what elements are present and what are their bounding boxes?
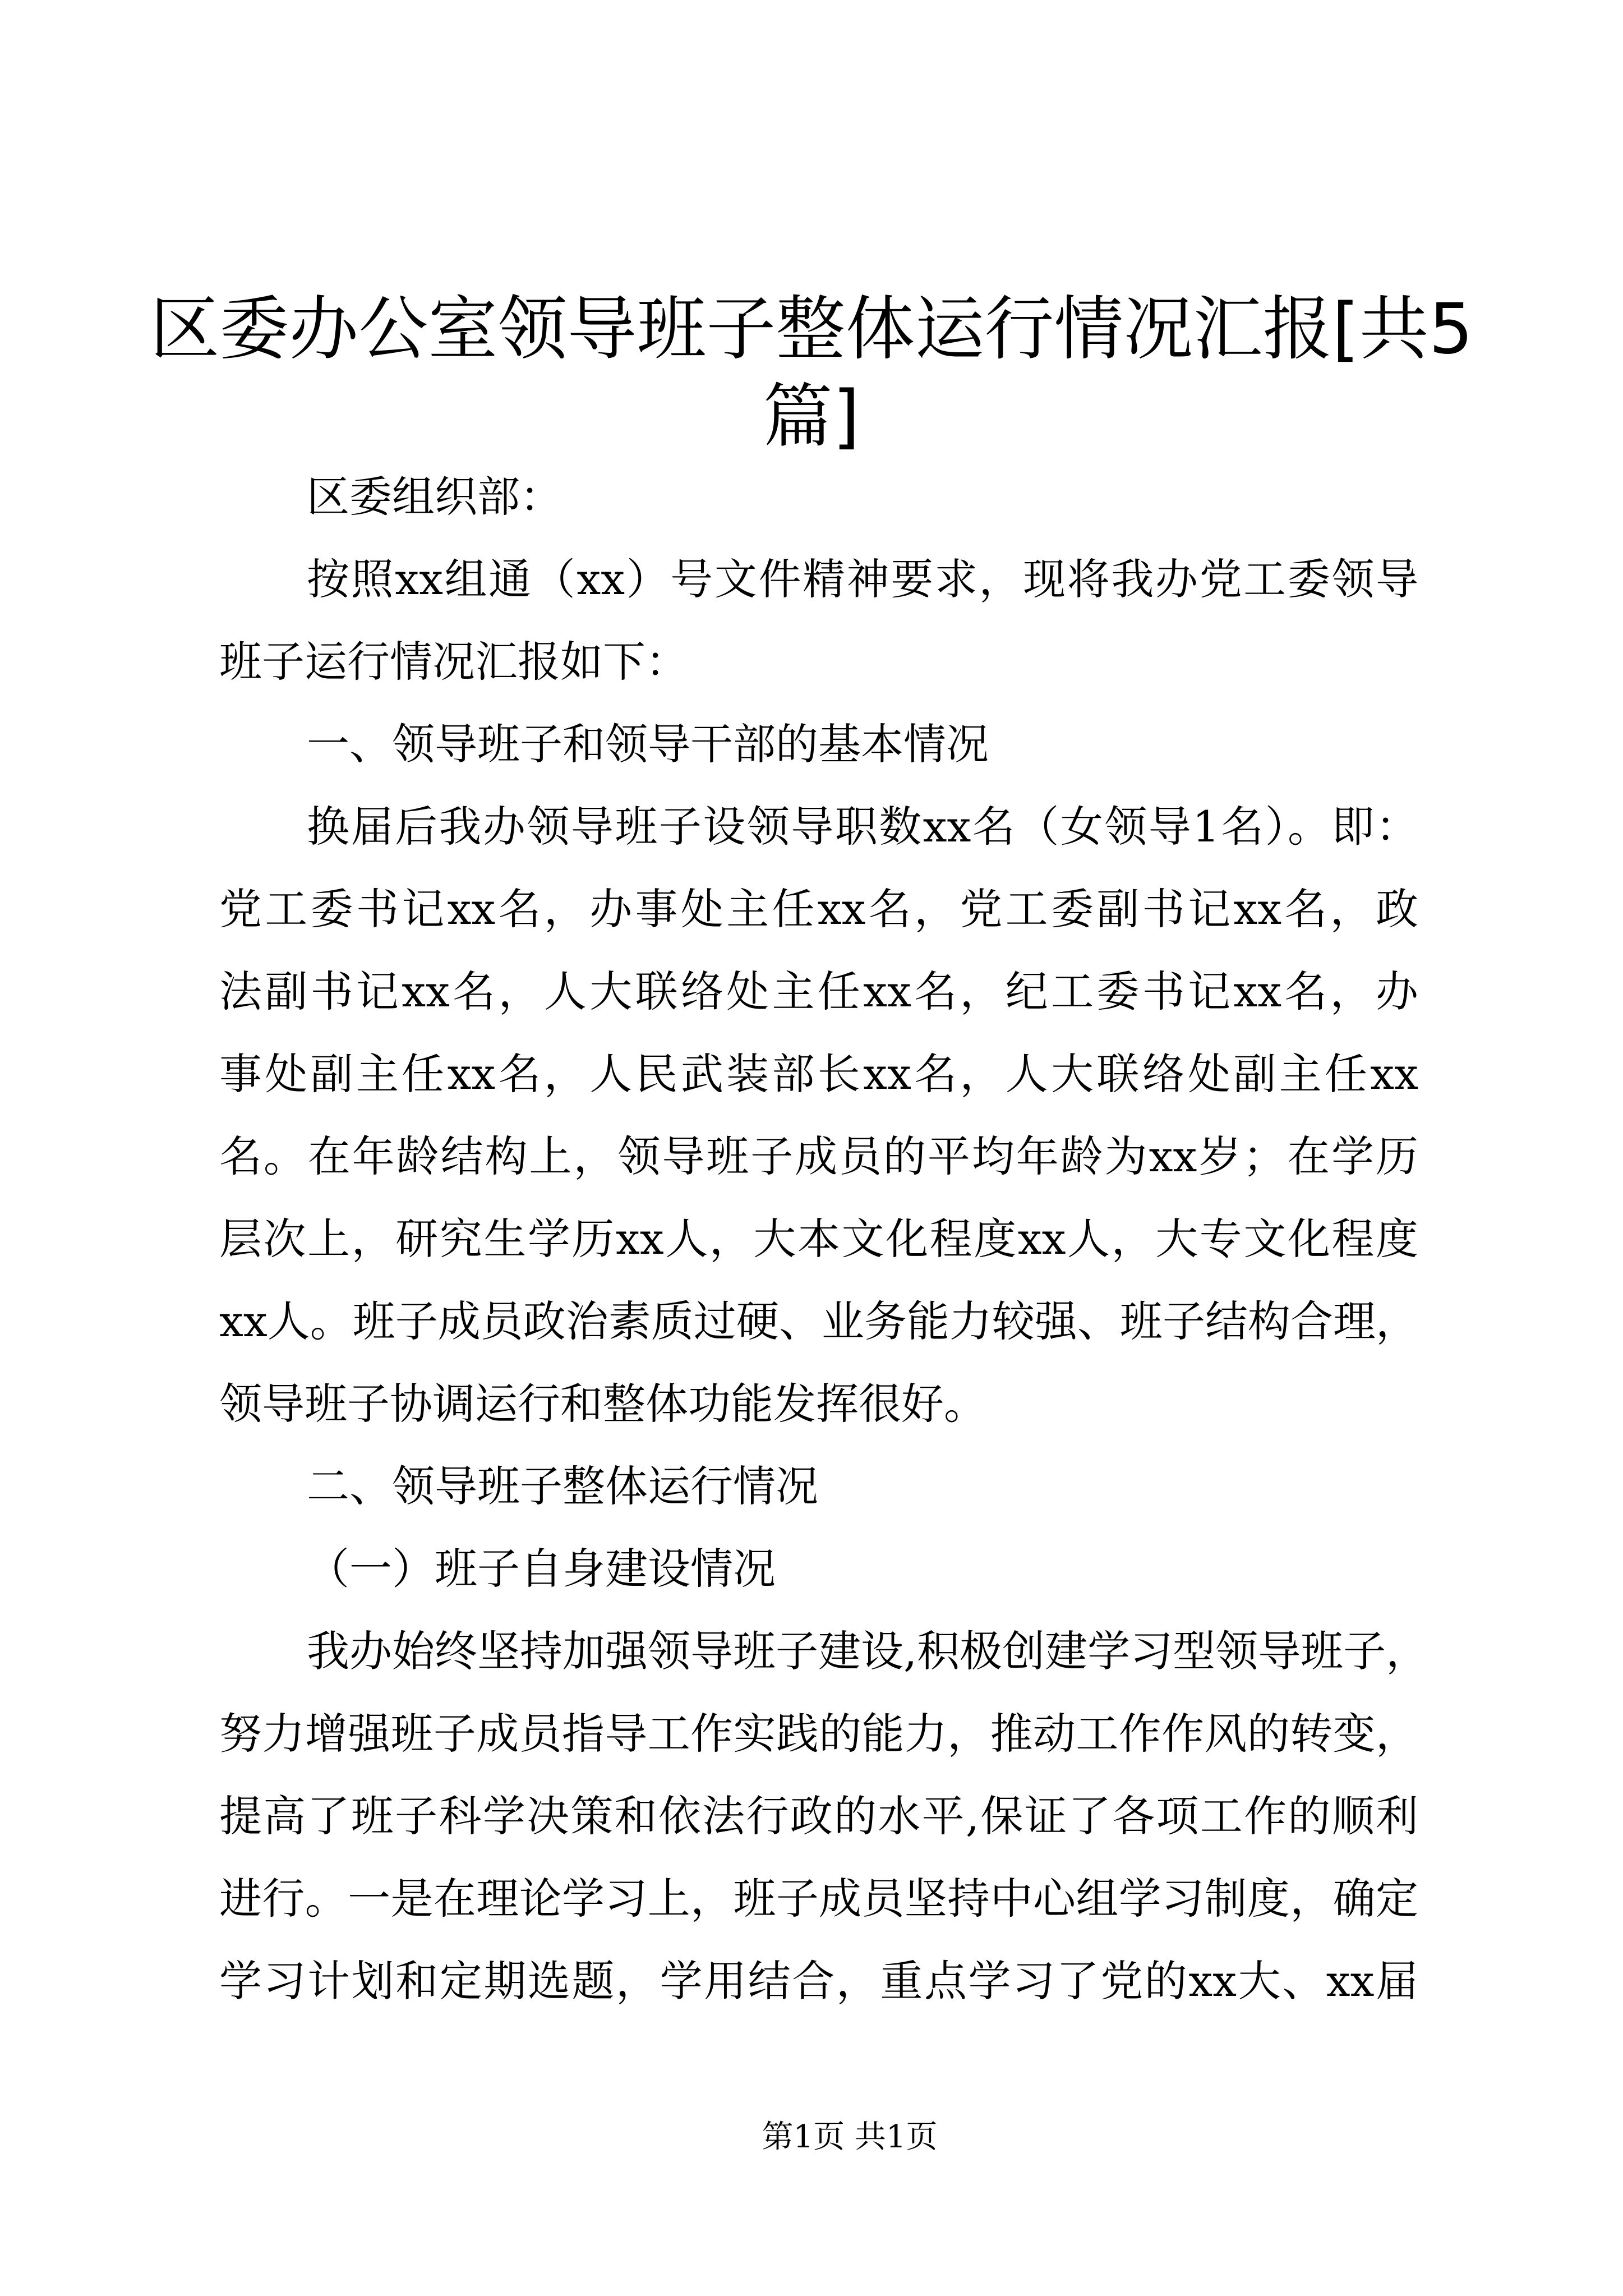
- document-title-line-1: 区委办公室领导班子整体运行情况汇报[共5: [150, 289, 1473, 370]
- text-line: 一、领导班子和领导干部的基本情况: [307, 719, 989, 769]
- text-line: 事处副主任xx名，人民武装部长xx名，人大联络处副主任xx: [219, 1049, 1418, 1099]
- text-line: 二、领导班子整体运行情况: [307, 1461, 818, 1511]
- text-line: 提高了班子科学决策和依法行政的水平,保证了各项工作的顺利: [219, 1791, 1418, 1841]
- text-line: 区委组织部：: [307, 472, 562, 522]
- text-line: 努力增强班子成员指导工作实践的能力，推动工作作风的转变，: [219, 1709, 1418, 1759]
- text-line: 党工委书记xx名，办事处主任xx名，党工委副书记xx名，政: [219, 884, 1418, 934]
- text-line: （一）班子自身建设情况: [307, 1544, 776, 1594]
- text-line: 法副书记xx名，人大联络处主任xx名，纪工委书记xx名，办: [219, 967, 1418, 1016]
- text-line: xx人。班子成员政治素质过硬、业务能力较强、班子结构合理，: [219, 1296, 1418, 1346]
- text-line: 换届后我办领导班子设领导职数xx名（女领导1名）。即：: [307, 802, 1418, 852]
- text-line: 我办始终坚持加强领导班子建设,积极创建学习型领导班子，: [307, 1626, 1429, 1676]
- text-line: 按照xx组通（xx）号文件精神要求，现将我办党工委领导: [307, 554, 1418, 604]
- page-footer: 第1页 共1页: [762, 2119, 938, 2155]
- text-line: 领导班子协调运行和整体功能发挥很好。: [219, 1379, 986, 1429]
- document-title-line-2: 篇]: [763, 376, 860, 457]
- text-line: 学习计划和定期选题，学用结合，重点学习了党的xx大、xx届: [219, 1956, 1418, 2006]
- text-line: 班子运行情况汇报如下：: [219, 637, 688, 687]
- text-line: 名。在年龄结构上，领导班子成员的平均年龄为xx岁；在学历: [219, 1131, 1418, 1181]
- text-line: 进行。一是在理论学习上，班子成员坚持中心组学习制度，确定: [219, 1874, 1418, 1924]
- text-line: 层次上，研究生学历xx人，大本文化程度xx人，大专文化程度: [219, 1214, 1418, 1264]
